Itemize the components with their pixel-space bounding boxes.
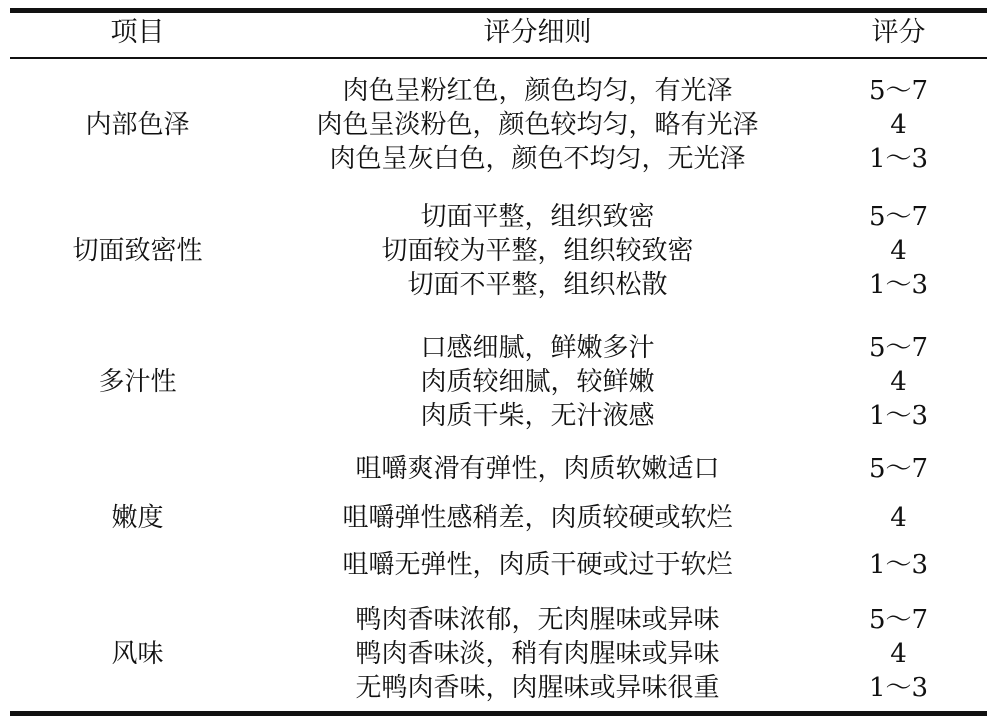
- criterion-text: 肉质干柴，无汁液感: [420, 401, 655, 431]
- criterion-score: 1～3: [868, 401, 929, 431]
- header-detail: 评分细则: [483, 17, 592, 48]
- criterion-score: 5～7: [868, 333, 929, 363]
- criterion-score: 4: [890, 110, 907, 140]
- criterion-score: 4: [890, 503, 907, 533]
- criterion-text: 鸭肉香味淡，稍有肉腥味或异味: [355, 639, 720, 669]
- criterion-score: 1～3: [868, 550, 929, 580]
- row-item-label: 嫩度: [111, 503, 164, 533]
- scoring-table: [10, 0, 987, 727]
- row-item-label: 切面致密性: [72, 236, 203, 266]
- criterion-text: 鸭肉香味浓郁，无肉腥味或异味: [355, 605, 720, 635]
- criterion-text: 肉色呈灰白色，颜色不均匀，无光泽: [329, 144, 746, 174]
- criterion-score: 1～3: [868, 144, 929, 174]
- criterion-text: 无鸭肉香味，肉腥味或异味很重: [355, 673, 720, 703]
- criterion-score: 5～7: [868, 605, 929, 635]
- table-header-rule: [10, 57, 987, 59]
- criterion-text: 咀嚼无弹性，肉质干硬或过于软烂: [342, 550, 733, 580]
- criterion-text: 肉质较细腻，较鲜嫩: [420, 367, 655, 397]
- criterion-score: 4: [890, 367, 907, 397]
- criterion-text: 切面平整，组织致密: [420, 202, 655, 232]
- header-item: 项目: [110, 17, 165, 48]
- criterion-score: 5～7: [868, 454, 929, 484]
- criterion-text: 咀嚼爽滑有弹性，肉质软嫩适口: [355, 454, 720, 484]
- criterion-score: 1～3: [868, 673, 929, 703]
- criterion-score: 4: [890, 236, 907, 266]
- criterion-score: 5～7: [868, 76, 929, 106]
- criterion-text: 切面较为平整，组织较致密: [381, 236, 694, 266]
- criterion-text: 切面不平整，组织松散: [407, 270, 668, 300]
- criterion-text: 肉色呈粉红色，颜色均匀，有光泽: [342, 76, 733, 106]
- criterion-text: 口感细腻，鲜嫩多汁: [420, 333, 655, 363]
- criterion-text: 咀嚼弹性感稍差，肉质较硬或软烂: [342, 503, 733, 533]
- criterion-score: 1～3: [868, 270, 929, 300]
- row-item-label: 多汁性: [98, 367, 177, 397]
- criterion-score: 5～7: [868, 202, 929, 232]
- header-score: 评分: [871, 17, 926, 48]
- criterion-score: 4: [890, 639, 907, 669]
- table-bottom-rule: [10, 711, 987, 716]
- criterion-text: 肉色呈淡粉色，颜色较均匀，略有光泽: [316, 110, 759, 140]
- row-item-label: 风味: [111, 639, 164, 669]
- row-item-label: 内部色泽: [85, 110, 190, 140]
- table-top-rule: [10, 8, 987, 13]
